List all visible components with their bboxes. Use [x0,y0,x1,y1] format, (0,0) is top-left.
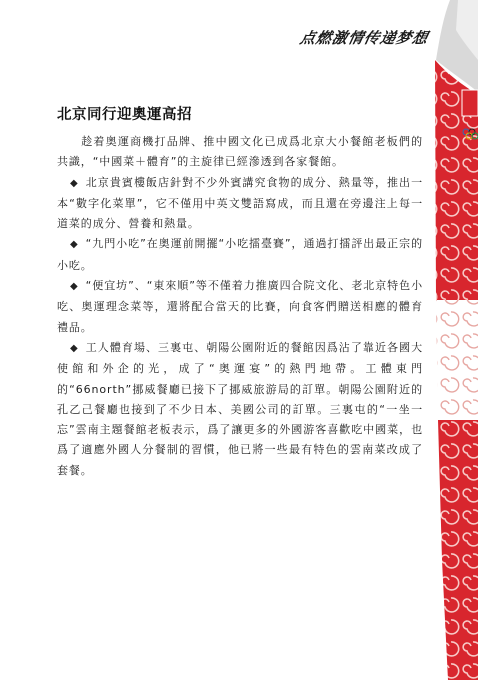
article-title: 北京同行迎奧運高招 [57,107,192,123]
torch-graphic [418,0,478,680]
bullet-item [57,234,423,276]
diamond-bullet-icon: ◆ [70,239,79,251]
bullet-item [57,173,423,235]
article [57,103,423,481]
bullet-text: “九門小吃”在奥運前開擺“小吃擂臺賽”，通過打擂評出最正宗的小吃。 [57,237,423,272]
diamond-bullet-icon: ◆ [70,177,79,189]
bullet-item [57,276,423,338]
diamond-bullet-icon: ◆ [70,342,79,354]
bullet-item [57,338,423,481]
olympic-torch-decoration [418,0,478,680]
article-intro: 趁着奥運商機打品牌、推中國文化已成爲北京大小餐館老板們的共識，“中國菜＋體育”的主旋律已經滲透到各家餐館。 [57,135,423,169]
bullet-text: “便宜坊”、“東來順”等不僅着力推廣四合院文化、老北京特色小吃、奥運理念菜等，還將配合當天的比賽，向食客們贈送相應的體育禮品。 [57,279,423,334]
bullet-text: 工人體育場、三裏屯、朝陽公園附近的餐館因爲沾了靠近各國大使館和外企的光，成了“奥運宴”的熱門地帶。工體東門的“66north”挪威餐廳已接下了挪威旅游局的訂單。朝陽公園附近的孔乙己餐廳也接到了不少日本、美國公司的訂單。三裏屯的“一坐一忘”雲南主題餐館老板表示，爲了讓更多的外國游客喜歡吃中國菜，也爲了適應外國人分餐制的習慣，他已將一些最有特色的雲南菜改成了套餐。 [57,340,423,477]
bullet-text: 北京貴賓樓飯店針對不少外賓講究食物的成分、熱量等，推出一本“數字化菜單”，它不僅用中英文雙語寫成，而且還在旁邊注上每一道菜的成分、營養和熱量。 [57,175,423,231]
header-slogan: 点燃激情传递梦想 [298,29,431,47]
diamond-bullet-icon: ◆ [70,281,79,293]
